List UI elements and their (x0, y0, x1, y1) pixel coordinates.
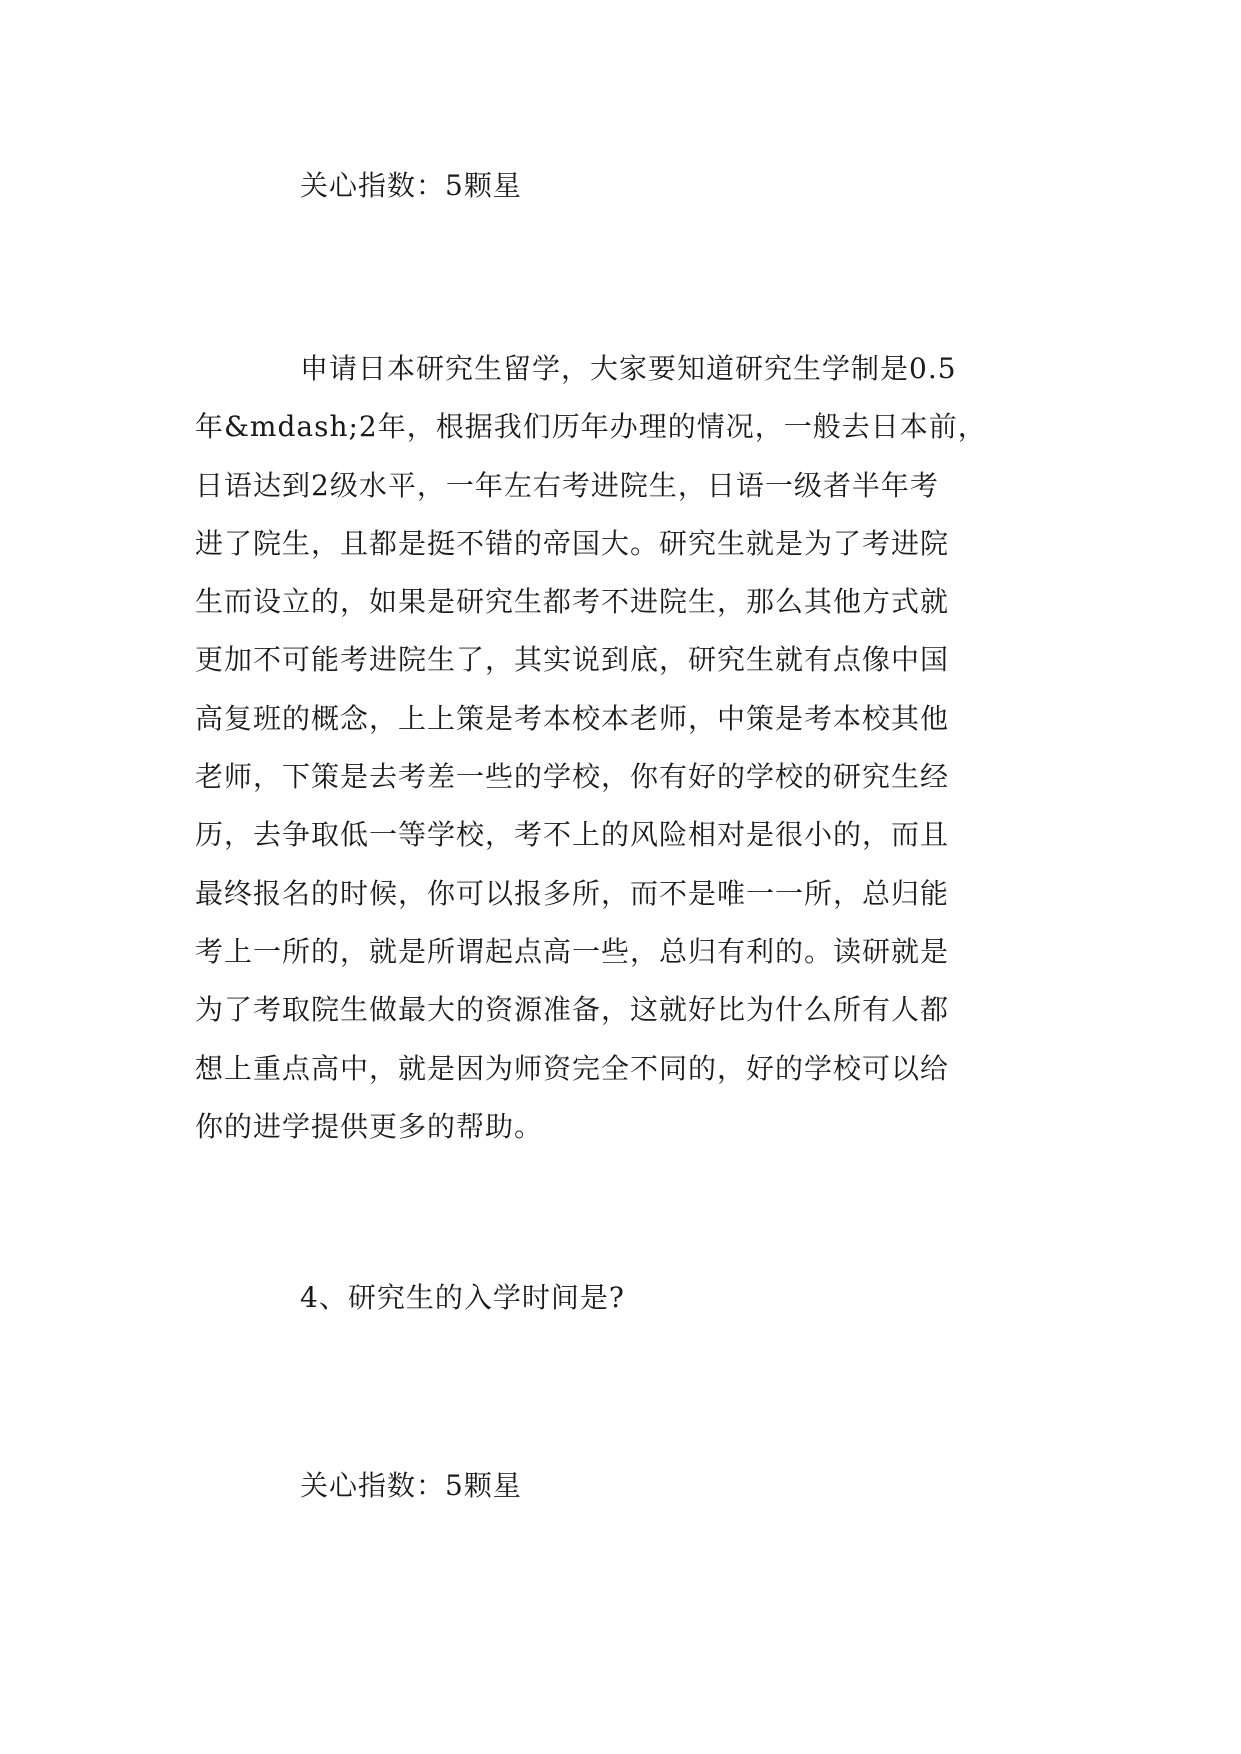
body-line: 申请日本研究生留学，大家要知道研究生学制是0.5 (300, 352, 957, 385)
body-line: 高复班的概念，上上策是考本校本老师，中策是考本校其他 (195, 701, 950, 735)
body-line: 更加不可能考进院生了，其实说到底，研究生就有点像中国 (195, 643, 950, 677)
body-line: 最终报名的时候，你可以报多所，而不是唯一一所，总归能 (195, 876, 950, 910)
body-line: 你的进学提供更多的帮助。 (195, 1109, 544, 1143)
body-line: 为了考取院生做最大的资源准备，这就好比为什么所有人都 (195, 993, 950, 1027)
body-line: 进了院生，且都是挺不错的帝国大。研究生就是为了考进院 (195, 526, 950, 560)
question-heading: 4、研究生的入学时间是? (300, 1281, 625, 1314)
body-line: 日语达到2级水平，一年左右考进院生，日语一级者半年考 (195, 468, 939, 502)
body-line: 历，去争取低一等学校，考不上的风险相对是很小的，而且 (195, 818, 950, 852)
body-paragraph (195, 340, 1060, 1156)
body-line: 老师，下策是去考差一些的学校，你有好的学校的研究生经 (195, 760, 950, 794)
body-line: 想上重点高中，就是因为师资完全不同的，好的学校可以给 (195, 1051, 950, 1085)
body-line: 年&mdash;2年，根据我们历年办理的情况，一般去日本前， (195, 410, 987, 444)
rating-text-top: 关心指数：5颗星 (300, 169, 522, 202)
body-line: 考上一所的，就是所谓起点高一些，总归有利的。读研就是 (195, 934, 950, 968)
body-line: 生而设立的，如果是研究生都考不进院生，那么其他方式就 (195, 585, 950, 619)
rating-text-bottom: 关心指数：5颗星 (300, 1469, 522, 1502)
